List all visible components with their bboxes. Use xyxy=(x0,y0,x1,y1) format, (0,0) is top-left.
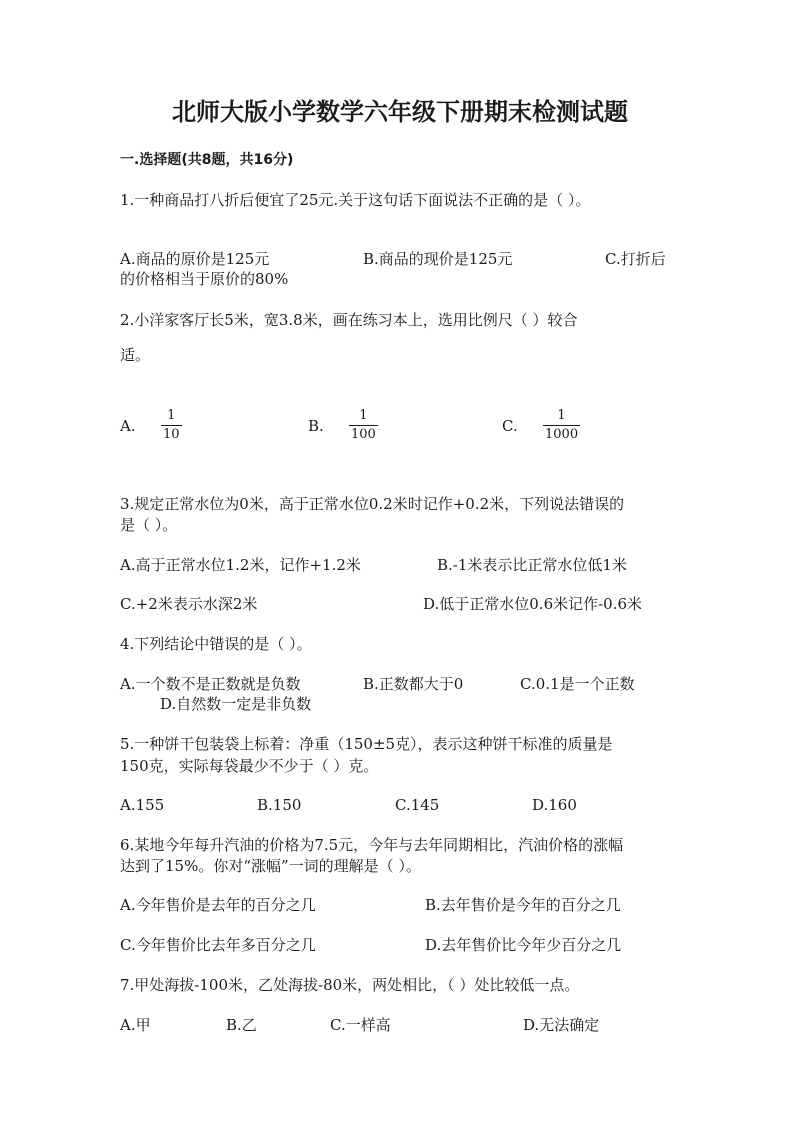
fraction-numerator: 1 xyxy=(359,408,368,423)
question-2-option-b-label: B. xyxy=(308,417,324,435)
question-6-option-a: A.今年售价是去年的百分之几 xyxy=(120,896,316,914)
question-1-option-a: A.商品的原价是125元 xyxy=(120,250,270,268)
question-6-option-d: D.去年售价比今年少百分之几 xyxy=(425,936,622,954)
question-6-option-b: B.去年售价是今年的百分之几 xyxy=(425,896,621,914)
question-3-option-a: A.高于正常水位1.2米，记作+1.2米 xyxy=(120,556,361,574)
question-4-option-b: B.正数都大于0 xyxy=(363,675,464,693)
question-5-stem: 5.一种饼干包装袋上标着：净重（150±5克），表示这种饼干标准的质量是 xyxy=(120,735,613,753)
question-7-option-d: D.无法确定 xyxy=(523,1016,600,1034)
question-3-option-d: D.低于正常水位0.6米记作-0.6米 xyxy=(423,595,643,613)
question-2-option-b-fraction xyxy=(349,408,378,443)
question-7-option-c: C.一样高 xyxy=(330,1016,391,1034)
question-7-option-b: B.乙 xyxy=(226,1016,257,1034)
question-5-option-b: B.150 xyxy=(257,796,302,814)
fraction-denominator: 100 xyxy=(351,427,376,442)
fraction-bar xyxy=(543,425,580,426)
fraction-bar xyxy=(349,425,378,426)
question-4-stem: 4.下列结论中错误的是（ ）。 xyxy=(120,635,312,653)
page-title: 北师大版小学数学六年级下册期末检测试题 xyxy=(172,98,628,126)
fraction-denominator: 10 xyxy=(163,427,180,442)
question-2-option-a-label: A. xyxy=(120,417,136,435)
fraction-denominator: 1000 xyxy=(545,427,579,442)
question-5-option-c: C.145 xyxy=(395,796,440,814)
question-7-stem: 7.甲处海拔-100米，乙处海拔-80米，两处相比，（ ）处比较低一点。 xyxy=(120,976,580,994)
question-3-option-b: B.-1米表示比正常水位低1米 xyxy=(437,556,627,574)
question-1-stem: 1.一种商品打八折后便宜了25元.关于这句话下面说法不正确的是（ ）。 xyxy=(120,191,591,209)
question-3-option-c: C.+2米表示水深2米 xyxy=(120,595,258,613)
question-6-option-c: C.今年售价比去年多百分之几 xyxy=(120,936,316,954)
question-6-stem: 6.某地今年每升汽油的价格为7.5元，今年与去年同期相比，汽油价格的涨幅 xyxy=(120,836,624,854)
question-3-stem-continued: 是（ ）。 xyxy=(120,516,178,534)
question-2-option-a-fraction xyxy=(161,408,182,443)
question-3-stem: 3.规定正常水位为0米，高于正常水位0.2米时记作+0.2米，下列说法错误的 xyxy=(120,495,625,513)
question-2-stem: 2.小洋家客厅长5米，宽3.8米，画在练习本上，选用比例尺（ ）较合 xyxy=(120,311,578,329)
question-2-option-c-label: C. xyxy=(502,417,518,435)
section-heading: 一.选择题(共8题，共16分) xyxy=(120,152,294,168)
question-1-option-c: C.打折后 xyxy=(605,250,666,268)
fraction-numerator: 1 xyxy=(167,408,176,423)
question-5-option-a: A.155 xyxy=(120,796,165,814)
question-7-option-a: A.甲 xyxy=(120,1016,151,1034)
question-1-option-c-continued: 的价格相当于原价的80% xyxy=(120,270,289,288)
fraction-numerator: 1 xyxy=(557,408,566,423)
question-1-option-b: B.商品的现价是125元 xyxy=(363,250,513,268)
question-4-option-a: A.一个数不是正数就是负数 xyxy=(120,675,301,693)
question-2-stem-continued: 适。 xyxy=(120,346,151,364)
question-5-option-d: D.160 xyxy=(532,796,577,814)
question-5-stem-continued: 150克，实际每袋最少不少于（ ）克。 xyxy=(120,757,379,775)
question-6-stem-continued: 达到了15%。你对“涨幅”一词的理解是（ ）。 xyxy=(120,857,421,875)
fraction-bar xyxy=(161,425,182,426)
question-2-option-c-fraction xyxy=(543,408,580,443)
question-4-option-d: D.自然数一定是非负数 xyxy=(160,695,312,713)
question-4-option-c: C.0.1是一个正数 xyxy=(520,675,635,693)
